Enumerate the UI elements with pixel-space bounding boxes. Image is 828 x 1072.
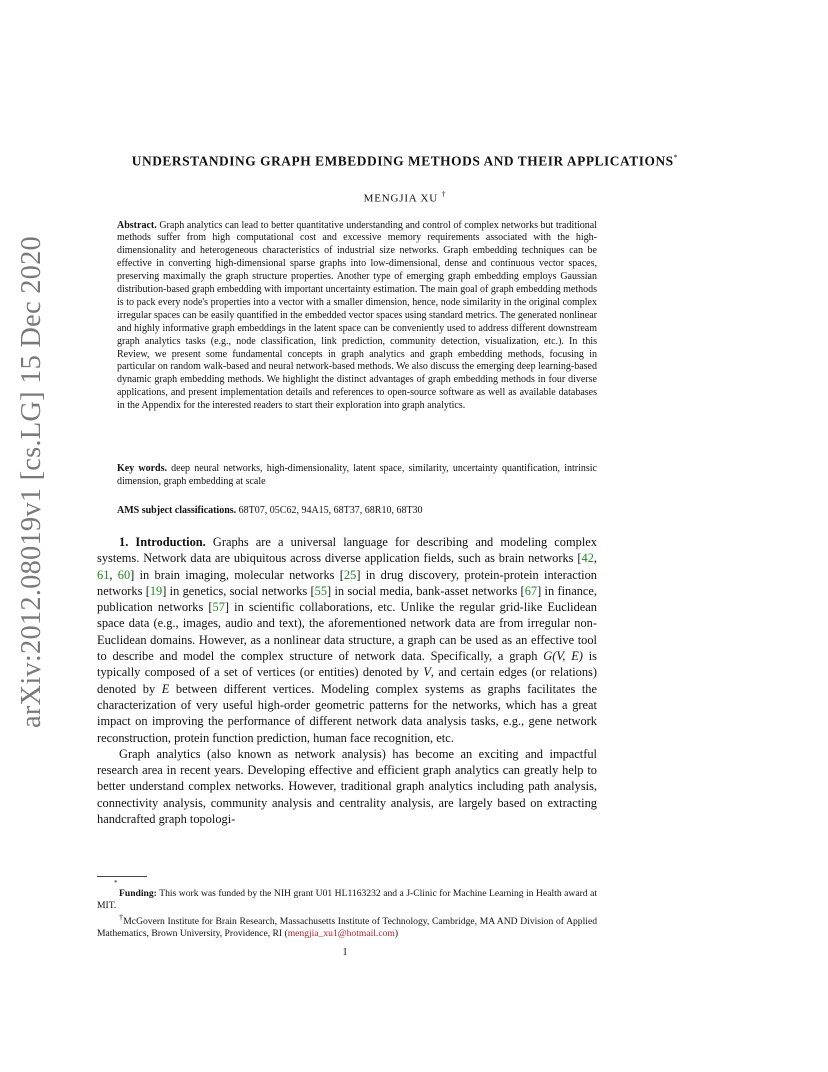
citation-link[interactable]: 55 <box>314 583 328 598</box>
keywords <box>117 462 597 488</box>
paper-title <box>100 150 710 169</box>
funding-text: This work was funded by the NIH grant U01 HL1163232 and a J-Clinic for Machine Learning in Health award at MIT. <box>97 888 597 911</box>
ams-codes: 68T07, 05C62, 94A15, 68T37, 68R10, 68T30 <box>238 505 423 516</box>
affiliation-text: McGovern Institute for Brain Research, Massachusetts Institute of Technology, Cambridge, MA AND Division of Applied Mathematics, Brown University, Providence, RI ( <box>97 916 597 940</box>
citation-link[interactable]: 67 <box>524 583 538 598</box>
abstract <box>117 220 597 414</box>
math-symbol: E <box>161 681 170 696</box>
section-heading: 1. Introduction. <box>119 535 206 549</box>
introduction-paragraph-2 <box>97 746 597 827</box>
affiliation-close: ) <box>394 928 399 940</box>
ams-classifications <box>117 504 597 517</box>
paragraph-2-body: Graph analytics (also known as network analysis) has become an exciting and impactful research area in recent years. Developing effective and efficient graph analytics can greatly help to better understand complex networks. However, traditional graph analytics including path analysis, connectivity analysis, community analysis and centrality analysis, are largely based on extracting handcrafted graph topologi- <box>97 746 597 827</box>
citation-link[interactable]: 25 <box>343 567 357 582</box>
introduction-section <box>97 534 597 827</box>
affiliation-mark: † <box>119 913 124 922</box>
math-symbol: V <box>423 665 431 680</box>
citation-link[interactable]: 57 <box>212 600 225 615</box>
citation-link[interactable]: 61 <box>97 567 110 582</box>
page-number: 1 <box>342 947 348 958</box>
citation-link[interactable]: 42 <box>581 551 594 566</box>
footnote-star-mark: * <box>114 879 118 887</box>
author-email-link[interactable]: mengjia_xu1@hotmail.com <box>287 928 395 940</box>
funding-footnote <box>97 888 597 912</box>
funding-label: Funding: <box>119 888 157 899</box>
author-footnote-mark: † <box>441 190 447 199</box>
arxiv-identifier-stamp <box>14 235 50 729</box>
introduction-paragraph-1 <box>97 534 597 746</box>
arxiv-stamp-text: arXiv:2012.08019v1 [cs.LG] 15 Dec 2020 <box>16 235 48 729</box>
footnote-rule <box>97 876 147 877</box>
abstract-text: Graph analytics can lead to better quantitative understanding and control of complex networks but traditional methods suffer from high computational cost and excessive memory requirements associated with the high-dimensionality and heterogeneous characteristics of industrial size networks. Graph embedding techniques can be effective in converting high-dimensional sparse graphs into low-dimensional, dense and continuous vector spaces, preserving maximally the graph structure properties. Another type of emerging graph embedding employs Gaussian distribution-based graph embedding with important uncertainty estimation. The main goal of graph embedding methods is to pack every node's properties into a vector with a smaller dimension, hence, node similarity in the original complex irregular spaces can be easily quantified in the embedded vector spaces using standard metrics. The generated nonlinear and highly informative graph embeddings in the latent space can be conveniently used to address different downstream graph analytics tasks (e.g., node classification, link prediction, community detection, visualization, etc.). In this Review, we present some fundamental concepts in graph analytics and graph embedding methods, focusing in particular on random walk-based and neural network-based methods. We also discuss the emerging deep learning-based dynamic graph embedding methods. We highlight the distinct advantages of graph embedding methods in four diverse applications, and present implementation details and references to open-source software as well as available databases in the Appendix for the interested readers to start their exploration into graph analytics. <box>117 219 597 412</box>
title-footnote-mark: * <box>673 153 679 162</box>
citation-link[interactable]: 60 <box>117 567 131 582</box>
ams-label: AMS subject classifications. <box>117 505 237 516</box>
affiliation-footnote <box>97 912 597 940</box>
keywords-text: deep neural networks, high-dimensionality, latent space, similarity, uncertainty quantification, intrinsic dimension, graph embedding at scale <box>117 463 597 487</box>
author-name: MENGJIA XU <box>363 192 438 205</box>
author-line <box>100 190 710 205</box>
citation-link[interactable]: 19 <box>149 583 163 598</box>
math-symbol: G(V, E) <box>543 649 583 664</box>
footnotes <box>97 888 597 940</box>
keywords-label: Key words. <box>117 463 167 474</box>
abstract-label: Abstract. <box>117 219 157 231</box>
paragraph-1-body: Graphs are a universal language for describing and modeling complex systems. Network data are ubiquitous across diverse application fields, such as brain networks [42, 61, 60] in brain imaging, molecular networks [25] in drug discovery, protein-protein interaction networks [19] in genetics, social networks [55] in social media, bank-asset networks [67] in finance, publication networks [57] in scientific collaborations, etc. Unlike the regular grid-like Euclidean space data (e.g., images, audio and text), the aforementioned network data are from irregular non-Euclidean domains. However, as a nonlinear data structure, a graph can be used as an effective tool to describe and model the complex structure of network data. Specifically, a graph G(V, E) is typically composed of a set of vertices (or entities) denoted by V, and certain edges (or relations) denoted by E between different vertices. Modeling complex systems as graphs facilitates the characterization of very useful high-order geometric patterns for the networks, which has a great impact on improving the performance of different network data analysis tasks, e.g., gene network reconstruction, protein function prediction, human face recognition, etc. <box>97 535 598 745</box>
paper-title-text: UNDERSTANDING GRAPH EMBEDDING METHODS AND THEIR APPLICATIONS <box>131 153 674 169</box>
